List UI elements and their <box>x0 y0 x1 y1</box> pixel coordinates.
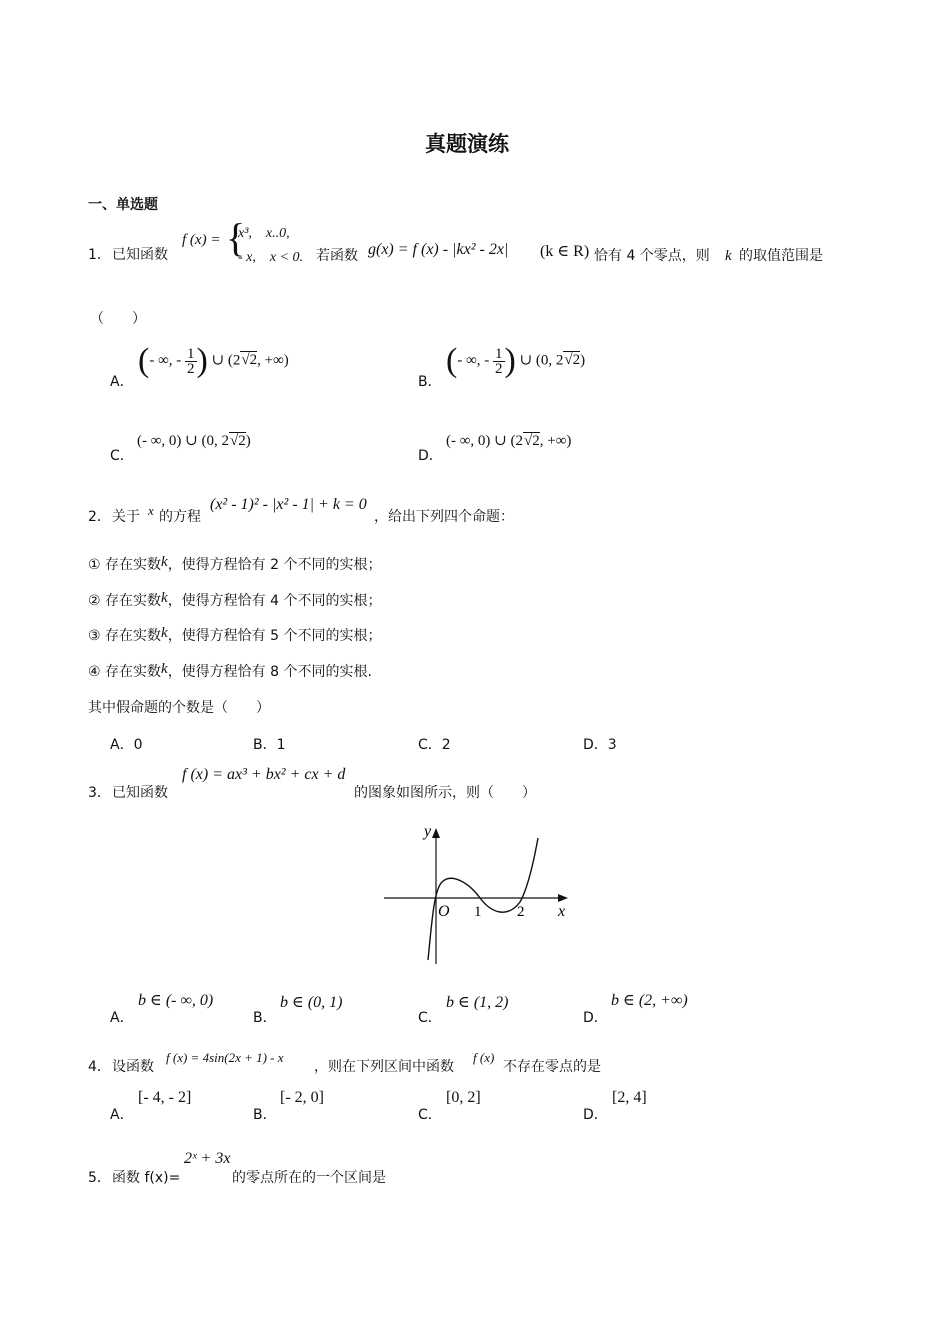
q4-option-c-label[interactable]: C． <box>418 1107 442 1123</box>
q3-number: 3． <box>88 785 111 801</box>
q4-option-d-expr[interactable]: [2, 4] <box>612 1089 647 1106</box>
q5-expr: 2ˣ + 3x <box>184 1150 231 1167</box>
q4-option-a-expr[interactable]: [- 4, - 2] <box>138 1089 192 1106</box>
q3-function-graph <box>380 820 570 968</box>
q1-mid: 若函数 <box>316 248 358 264</box>
q5-tail: 的零点所在的一个区间是 <box>232 1170 386 1186</box>
q2-item-1: ① 存在实数k，使得方程恰有 2 个不同的实根； <box>88 554 382 573</box>
q4-mid: ，则在下列区间中函数 <box>314 1059 454 1075</box>
q1-k: k <box>725 248 732 264</box>
q1-k-cond: (k ∈ R) <box>540 243 590 260</box>
q1-option-b-expr[interactable]: (- ∞, - $\frac{1}{2}$ ) ∪ (0, 2√2) <box>446 342 586 379</box>
q1-prefix: 已知函数 <box>112 247 168 263</box>
q2-item-2: ② 存在实数k，使得方程恰有 4 个不同的实根； <box>88 590 382 609</box>
q2-option-a[interactable]: A．0 <box>110 737 143 753</box>
q1-option-a-expr[interactable]: (- ∞, - $\frac{1}{2}$ ) ∪ (2√2, +∞) <box>138 342 289 379</box>
q3-option-d-expr[interactable]: b ∈ (2, +∞) <box>611 992 688 1009</box>
q5-prefix: 函数 f(x)= <box>112 1170 181 1186</box>
q3-option-a-expr[interactable]: b ∈ (- ∞, 0) <box>138 992 214 1009</box>
q3-option-b-expr[interactable]: b ∈ (0, 1) <box>280 994 343 1011</box>
q4-fx: f (x) <box>473 1050 495 1065</box>
x-axis-label: x <box>558 903 566 920</box>
tick-label-2: 2 <box>517 904 525 920</box>
q1-brace: { <box>226 215 246 260</box>
q4-number: 4． <box>88 1059 111 1075</box>
q3-option-a-label[interactable]: A． <box>110 1010 134 1026</box>
q2-option-c[interactable]: C．2 <box>418 737 451 753</box>
q2-equation: (x² - 1)² - |x² - 1| + k = 0 <box>210 496 367 513</box>
tick-label-1: 1 <box>474 904 482 920</box>
q3-option-b-label[interactable]: B． <box>253 1010 277 1026</box>
q2-x: x <box>148 503 154 518</box>
q1-option-b-label[interactable]: B． <box>418 374 442 390</box>
q2-item-3: ③ 存在实数k，使得方程恰有 5 个不同的实根； <box>88 625 382 644</box>
q5-number: 5． <box>88 1170 111 1186</box>
q2-number: 2． <box>88 509 111 525</box>
q1-case1: x³, x..0, <box>238 226 290 241</box>
q4-prefix: 设函数 <box>112 1059 154 1075</box>
q4-option-c-expr[interactable]: [0, 2] <box>446 1089 481 1106</box>
q3-tail: 的图象如图所示，则（ ） <box>354 785 536 801</box>
q2-prefix: 关于 <box>112 509 140 525</box>
x-axis-arrow <box>558 894 568 902</box>
q4-expr: f (x) = 4sin(2x + 1) - x <box>166 1050 284 1065</box>
q3-option-c-label[interactable]: C． <box>418 1010 442 1026</box>
q1-option-c-expr[interactable]: (- ∞, 0) ∪ (0, 2√2) <box>137 433 251 449</box>
q3-expr: f (x) = ax³ + bx² + cx + d <box>182 766 346 783</box>
q1-tail: 恰有 4 个零点，则 <box>594 248 710 264</box>
q3-option-c-expr[interactable]: b ∈ (1, 2) <box>446 994 509 1011</box>
q4-tail: 不存在零点的是 <box>503 1059 601 1075</box>
q2-tail: ，给出下列四个命题： <box>374 509 514 525</box>
q1-case2: - x, x < 0. <box>238 250 304 265</box>
q2-mid: 的方程 <box>159 509 201 525</box>
section-heading: 一、单选题 <box>88 197 158 213</box>
q3-prefix: 已知函数 <box>112 785 168 801</box>
q2-option-b[interactable]: B．1 <box>253 737 286 753</box>
q1-option-d-expr[interactable]: (- ∞, 0) ∪ (2√2, +∞) <box>446 433 572 449</box>
q1-answer-paren: （ ） <box>90 311 146 327</box>
origin-label: O <box>438 903 450 920</box>
q1-g-expr: g(x) = f (x) - |kx² - 2x| <box>368 241 509 258</box>
q1-f-label: f (x) = <box>182 232 221 248</box>
q4-option-a-label[interactable]: A． <box>110 1107 134 1123</box>
page-title: 真题演练 <box>425 132 509 156</box>
q1-tail2: 的取值范围是 <box>739 248 823 264</box>
q4-option-d-label[interactable]: D． <box>583 1107 608 1123</box>
q1-number: 1． <box>88 247 111 263</box>
q1-option-c-label[interactable]: C． <box>110 448 134 464</box>
q2-item-4: ④ 存在实数k，使得方程恰有 8 个不同的实根. <box>88 661 372 680</box>
q1-option-d-label[interactable]: D． <box>418 448 443 464</box>
q2-question: 其中假命题的个数是（ ） <box>88 700 270 716</box>
q1-option-a-label[interactable]: A． <box>110 374 134 390</box>
y-axis-label: y <box>424 823 432 840</box>
cubic-curve <box>428 838 538 960</box>
q4-option-b-expr[interactable]: [- 2, 0] <box>280 1089 324 1106</box>
q3-option-d-label[interactable]: D． <box>583 1010 608 1026</box>
q4-option-b-label[interactable]: B． <box>253 1107 277 1123</box>
y-axis-arrow <box>432 828 440 838</box>
q2-option-d[interactable]: D．3 <box>583 737 617 753</box>
